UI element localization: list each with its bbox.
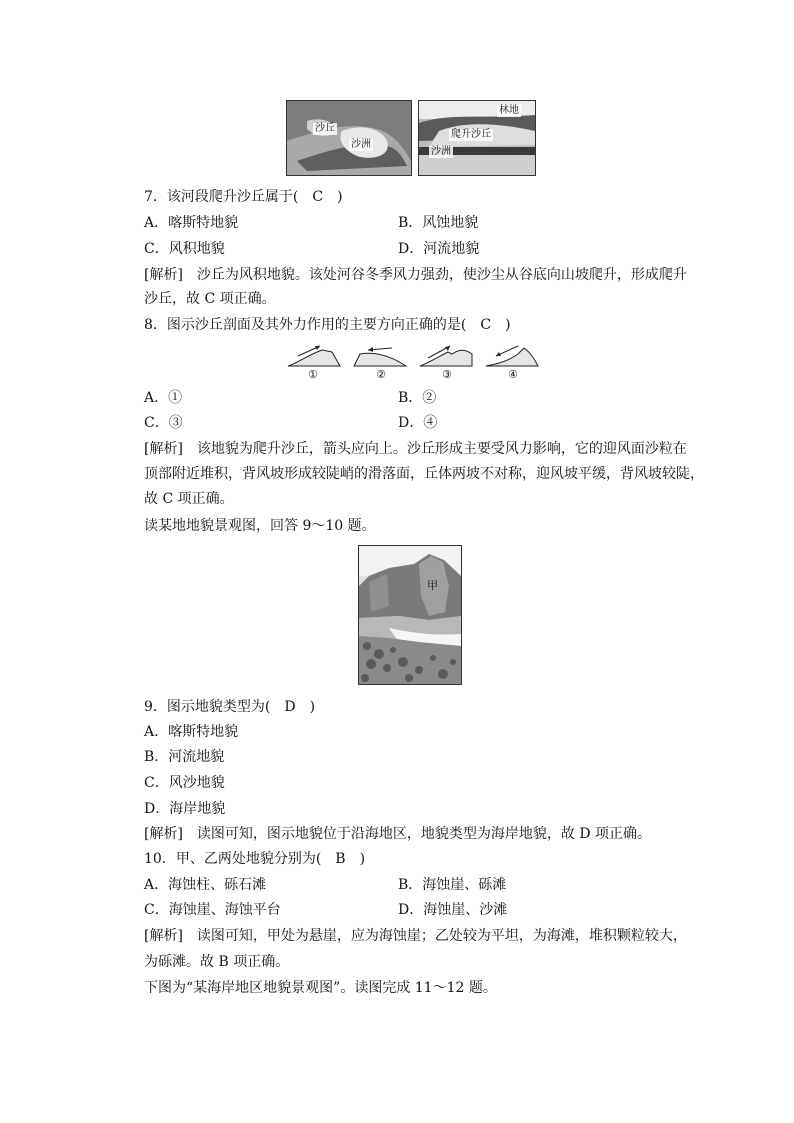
label-jia: 甲 [427,579,438,592]
q7-explanation-line1: [解析] 沙丘为风积地貌。该处河谷冬季风力强劲，使沙尘从谷底向山坡爬升，形成爬升 [144,267,687,283]
q8-explanation-line2: 顶部附近堆积，背风坡形成较陡峭的滑落面，丘体两坡不对称，迎风坡平缓，背风坡较陡， [144,466,704,482]
dune-profile-3-drawing [418,342,474,368]
q7-option-a: A．喀斯特地貌 [144,215,239,231]
aerial-photo-drawing [287,101,411,175]
q10-stem: 10．甲、乙两处地貌分别为( B ) [144,851,366,867]
dune-profile-1-label: ① [308,368,318,381]
q9-option-c: C．风沙地貌 [144,775,225,791]
dune-profile-diagram-4 [484,342,540,382]
coastal-landform-photo [358,545,462,685]
q7-option-d: D．河流地貌 [398,241,480,257]
label-sand-dune: 沙丘 [315,123,335,134]
q8-option-c: C．③ [144,415,183,431]
label-forest: 林地 [499,105,519,116]
intro-questions-9-10: 读某地地貌景观图，回答 9～10 题。 [144,518,376,534]
label-sandbar: 沙洲 [351,139,371,150]
q7-option-b: B．风蚀地貌 [398,215,479,231]
q8-option-d: D．④ [398,415,438,431]
q7-explanation-line2: 沙丘，故 C 项正确。 [144,291,276,307]
q10-option-a: A．海蚀柱、砾石滩 [144,877,267,893]
dune-profile-2-label: ② [376,368,386,381]
q10-option-c: C．海蚀崖、海蚀平台 [144,902,281,918]
dune-profile-diagram-3 [418,342,474,382]
q8-explanation-line1: [解析] 该地貌为爬升沙丘，箭头应向上。沙丘形成主要受风力影响，它的迎风面沙粒在 [144,441,687,457]
river-dune-aerial-photo [286,100,412,176]
q9-option-a: A．喀斯特地貌 [144,724,239,740]
label-climbing-dune: 爬升沙丘 [451,129,491,140]
dune-profile-diagram-2 [352,342,408,382]
q9-option-d: D．海岸地貌 [144,801,226,817]
q7-option-c: C．风积地貌 [144,241,225,257]
q10-explanation-line2: 为砾滩。故 B 项正确。 [144,954,290,970]
q10-explanation-line1: [解析] 读图可知，甲处为悬崖，应为海蚀崖；乙处较为平坦，为海滩，堆积颗粒较大， [144,928,687,944]
dune-profile-4-label: ④ [508,368,518,381]
intro-questions-11-12: 下图为“某海岸地区地貌景观图”。读图完成 11～12 题。 [144,980,497,996]
q7-stem: 7．该河段爬升沙丘属于( C ) [144,189,343,205]
coastal-photo-drawing [359,546,461,684]
dune-profile-4-drawing [484,342,540,368]
q8-option-b: B．② [398,390,437,406]
q8-explanation-line3: 故 C 项正确。 [144,491,234,507]
dune-profile-3-label: ③ [442,368,452,381]
q9-option-b: B．河流地貌 [144,749,225,765]
q9-explanation: [解析] 读图可知，图示地貌位于沿海地区，地貌类型为海岸地貌，故 D 项正确。 [144,826,652,842]
q10-option-b: B．海蚀崖、砾滩 [398,877,507,893]
climbing-dune-photo [418,100,536,176]
q9-stem: 9．图示地貌类型为( D ) [144,699,316,715]
dune-profile-2-drawing [352,342,408,368]
dune-profile-diagram-1 [286,342,342,382]
q8-option-a: A．① [144,390,183,406]
q8-stem: 8．图示沙丘剖面及其外力作用的主要方向正确的是( C ) [144,317,511,333]
q10-option-d: D．海蚀崖、沙滩 [398,902,508,918]
label-sandbar-right: 沙洲 [431,146,451,157]
dune-profile-1-drawing [286,342,342,368]
